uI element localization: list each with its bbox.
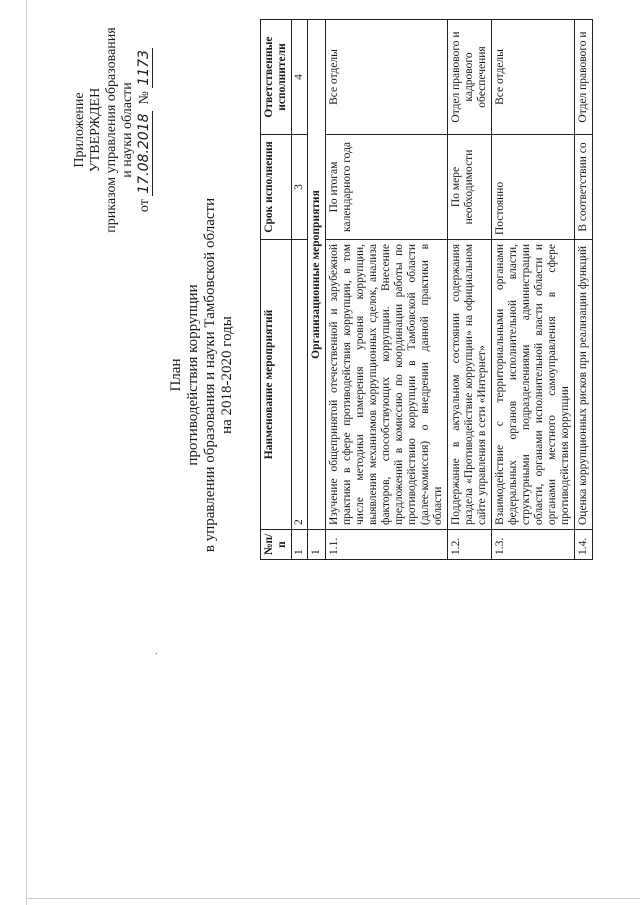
row-responsible: Все отделы: [492, 20, 575, 135]
table-row: [492, 20, 575, 560]
approval-line-3: приказом управления образования: [104, 27, 119, 233]
index-cell: 2: [292, 240, 308, 530]
row-term: Постоянно: [492, 135, 575, 240]
row-responsible: Все отделы: [326, 20, 448, 135]
row-number: 1.4.: [575, 530, 593, 560]
title-line-3: в управлении образования и науки Тамбовской области: [202, 197, 218, 553]
number-value: 1173: [136, 49, 152, 86]
table-header-row: [261, 20, 292, 560]
row-name: Поддержание в актуальном состоянии содержания раздела «Противодействие коррупции» на официальном сайте управления в сети «Интернет»: [448, 240, 492, 530]
plan-table: [260, 19, 593, 560]
scan-edge-left: [26, 898, 640, 899]
date-prefix: от: [137, 199, 152, 213]
index-cell: 1: [292, 530, 308, 560]
row-number: 1.2.: [448, 530, 492, 560]
row-name: Взаимодействие с территориальными органами федеральных органов исполнительной власти, структурными подразделениями администрации области, органами исполнительной власти области и органами местного самоуправления в сфере противодействия коррупции: [492, 240, 575, 530]
section-row: [308, 20, 326, 560]
index-cell: 4: [292, 20, 308, 135]
row-responsible: Отдел правового и кадрового обеспечения: [448, 20, 492, 135]
row-number: 1.1.: [326, 530, 448, 560]
scan-edge-top: [26, 0, 27, 905]
row-term: В соответствии со: [575, 135, 593, 240]
approval-stamp: [72, 20, 153, 240]
title-line-2: противодействия коррупции: [185, 284, 201, 466]
approval-line-2: УТВЕРЖДЕН: [88, 87, 103, 173]
row-name: Оценка коррупционных рисков при реализации функций: [575, 240, 593, 530]
approval-line-4: и науки области: [120, 82, 135, 178]
header-number: №п/п: [261, 530, 292, 560]
table-row: [448, 20, 492, 560]
row-name: Изучение общепринятой отечественной и зарубежной практики в сфере противодействия коррупции, в том числе методики измерения уровня коррупции, выявления механизмов коррупционных сделок, анализа факторов, способствующих коррупции. Внесение предложений в комиссию по координации работы по противодействию коррупции в Тамбовской области (далее-комиссия) о внедрении данной практики в области: [326, 240, 448, 530]
approval-line-1: Приложение: [72, 92, 87, 168]
table-row: [326, 20, 448, 560]
row-responsible: Отдел правового и: [575, 20, 593, 135]
scan-artifact-dot: ·: [152, 651, 163, 655]
approval-date-line: [136, 20, 153, 240]
table-row: [575, 20, 593, 560]
row-term: По мере необходимости: [448, 135, 492, 240]
row-term: По итогам календарного года: [326, 135, 448, 240]
title-line-1: План: [168, 358, 184, 392]
column-index-row: [292, 20, 308, 560]
title-line-4: на 2018-2020 годы: [219, 316, 235, 434]
index-cell: 3: [292, 135, 308, 240]
header-responsible: Ответственные исполнители: [261, 20, 292, 135]
section-title: Организационные мероприятия: [308, 20, 326, 530]
row-number: 1.3.: [492, 530, 575, 560]
document-title: [168, 175, 236, 575]
header-name: Наименование мероприятий: [261, 240, 292, 530]
header-term: Срок исполнения: [261, 135, 292, 240]
date-value: 17.08.2018: [136, 113, 152, 194]
number-prefix: №: [137, 91, 152, 105]
section-number: 1: [308, 530, 326, 560]
